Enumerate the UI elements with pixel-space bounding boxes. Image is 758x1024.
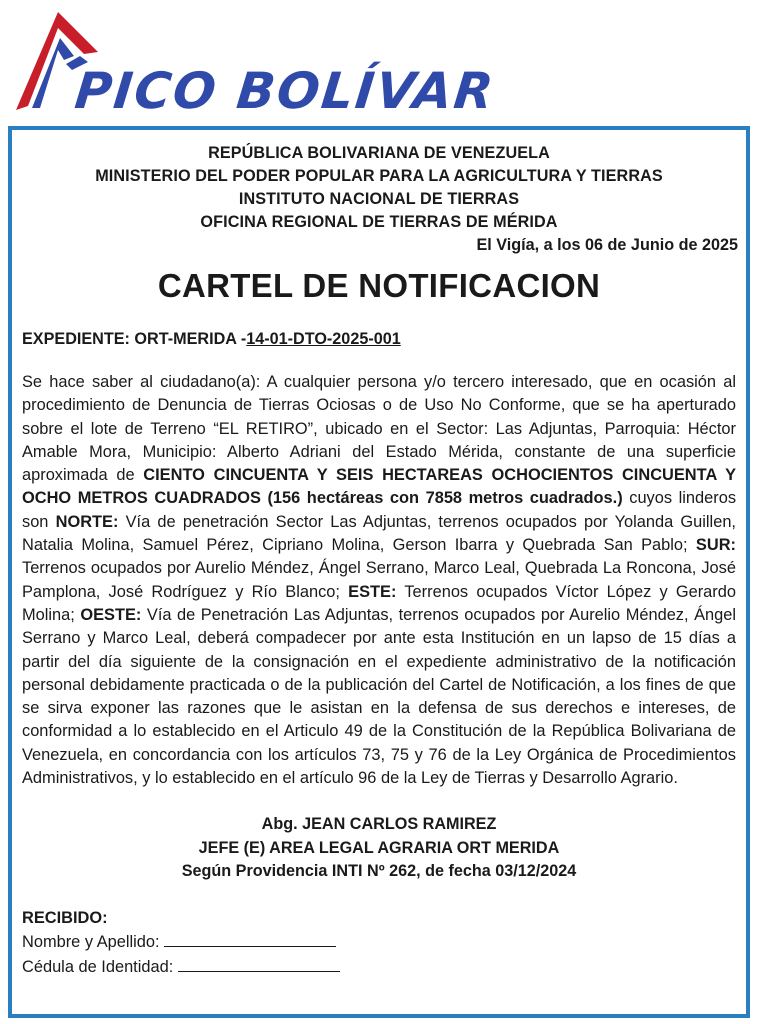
header-republic: REPÚBLICA BOLIVARIANA DE VENEZUELA xyxy=(208,144,550,162)
expediente-line xyxy=(22,328,736,350)
mountain-logo-icon xyxy=(10,8,498,120)
id-field-row xyxy=(22,955,736,980)
recibido-label: RECIBIDO: xyxy=(22,908,108,927)
name-field-label: Nombre y Apellido: xyxy=(22,933,165,952)
oeste-text: Vía de Penetración Las Adjuntas, terrenos ocupados por Aurelio Méndez, Ángel Serrano y Marco Leal, deberá compadecer por ante esta Institución en un lapso de 15 días a partir del día siguiente de la consignación en el expediente administrativo de la notificación personal debidamente practicada o de la publicación del Cartel de Notificación, a los fines de que se sirva exponer las razones que le asistan en la defensa de sus derechos e intereses, de conformidad a lo establecido en el Articulo 49 de la Constitución de la República Bolivariana de Venezuela, en concordancia con los artículos 73, 75 y 76 de la Ley Orgánica de Procedimientos Administrativos, y lo establecido en el artículo 96 de la Ley de Tierras y Desarrollo Agrario. xyxy=(22,605,736,788)
signer-providencia: Según Providencia INTI Nº 262, de fecha 03/12/2024 xyxy=(181,862,577,881)
notice-body xyxy=(22,371,736,790)
signer-name: Abg. JEAN CARLOS RAMIREZ xyxy=(261,815,497,834)
header-office: OFICINA REGIONAL DE TIERRAS DE MÉRIDA xyxy=(200,213,558,231)
este-text: Terrenos ocupados Víctor López y Gerardo Molina; xyxy=(22,582,736,624)
header-ministry: MINISTERIO DEL PODER POPULAR PARA LA AGRICULTURA Y TIERRAS xyxy=(95,167,663,185)
notice-content xyxy=(22,142,736,979)
document-date: El Vigía, a los 06 de Junio de 2025 xyxy=(476,236,738,254)
document-title: CARTEL DE NOTIFICACION xyxy=(157,267,601,304)
body-area: CIENTO CINCUENTA Y SEIS HECTAREAS OCHOCIENTOS CINCUENTA Y OCHO METROS CUADRADOS (156 hectáreas con 7858 metros cuadrados.) xyxy=(22,466,736,508)
signature-block xyxy=(22,813,736,884)
name-blank-line xyxy=(164,930,336,947)
este-label: ESTE: xyxy=(348,582,397,601)
body-linderos: cuyos linderos son xyxy=(22,489,737,531)
name-field-row xyxy=(22,930,736,955)
pico-bolivar-logo xyxy=(10,8,498,120)
notice-frame xyxy=(8,126,750,1018)
expediente-label: EXPEDIENTE: ORT-MERIDA - xyxy=(22,330,247,348)
sur-text: Terrenos ocupados por Aurelio Méndez, Ángel Serrano, Marco Leal, Quebrada La Roncona, José Pamplona, José Rodríguez y Río Blanco; xyxy=(22,559,736,601)
id-blank-line xyxy=(178,955,340,972)
expediente-number: 14-01-DTO-2025-001 xyxy=(246,330,401,348)
header-institute: INSTITUTO NACIONAL DE TIERRAS xyxy=(238,190,520,208)
body-intro: Se hace saber al ciudadano(a): A cualquier persona y/o tercero interesado, que en ocasión al procedimiento de Denuncia de Tierras Ociosas o de Uso No Conforme, que se ha aperturado sobre el lote de Terreno “EL RETIRO”, ubicado en el Sector: Las Adjuntas, Parroquia: Héctor Amable Mora, Municipio: Alberto Adriani del Estado Mérida, constante de una superficie aproximada de xyxy=(22,373,736,485)
oeste-label: OESTE: xyxy=(80,605,142,624)
sur-label: SUR: xyxy=(695,536,736,555)
norte-label: NORTE: xyxy=(55,512,119,531)
logo-text: PICO BOLÍVAR xyxy=(72,61,498,120)
signer-role: JEFE (E) AREA LEGAL AGRARIA ORT MERIDA xyxy=(198,838,560,857)
recibido-block xyxy=(22,907,736,980)
norte-text: Vía de penetración Sector Las Adjuntas, terrenos ocupados por Yolanda Guillen, Natalia Molina, Samuel Pérez, Cipriano Molina, Gerson Ibarra y Quebrada San Pablo; xyxy=(22,512,736,555)
id-field-label: Cédula de Identidad: xyxy=(22,957,178,976)
